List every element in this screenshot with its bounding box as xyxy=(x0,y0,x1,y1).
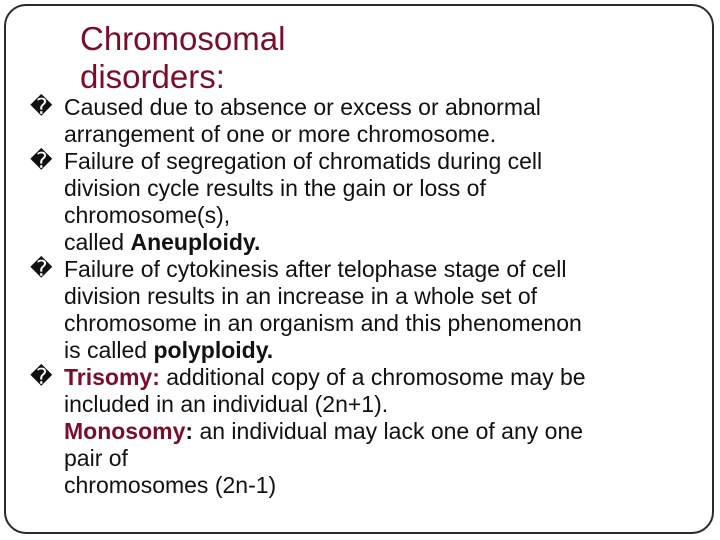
bullet-caused-line-1: Caused due to absence or excess or abnormal xyxy=(64,94,541,120)
bullet-aneuploidy-line-3: chromosome(s), xyxy=(64,202,231,228)
aneuploidy-term: Aneuploidy. xyxy=(130,229,261,255)
slide-title xyxy=(80,20,380,96)
bullet-aneuploidy-line-1: Failure of segregation of chromatids during cell xyxy=(64,148,543,174)
bullet-trisomy-line-3 xyxy=(64,418,670,445)
bullet-aneuploidy-line-2: division cycle results in the gain or loss of xyxy=(64,175,486,201)
monosomy-term: Monosomy xyxy=(64,418,186,444)
bullet-polyploidy xyxy=(30,256,670,364)
trisomy-term: Trisomy: xyxy=(64,364,160,390)
bullet-caused xyxy=(30,94,670,148)
polyploidy-lead-text: is called xyxy=(64,337,154,363)
bullet-trisomy xyxy=(30,364,670,499)
monosomy-colon: : xyxy=(185,418,194,444)
bullet-trisomy-line-4: pair of xyxy=(64,445,128,471)
bullet-icon: � xyxy=(30,95,53,120)
monosomy-desc: an individual may lack one of any one xyxy=(193,418,584,444)
bullet-polyploidy-line-3: chromosome in an organism and this phenomenon xyxy=(64,310,582,336)
trisomy-desc: additional copy of a chromosome may be xyxy=(159,364,586,390)
bullet-polyploidy-line-4 xyxy=(64,337,670,364)
bullet-trisomy-line-1 xyxy=(64,364,670,391)
bullet-polyploidy-line-1: Failure of cytokinesis after telophase stage of cell xyxy=(64,256,567,282)
bullet-icon: � xyxy=(30,149,53,174)
bullet-icon: � xyxy=(30,365,53,390)
bullet-icon: � xyxy=(30,257,53,282)
bullet-caused-line-2: arrangement of one or more chromosome. xyxy=(64,121,497,147)
bullet-polyploidy-line-2: division results in an increase in a whole set of xyxy=(64,283,538,309)
aneuploidy-lead-text: called xyxy=(64,229,131,255)
bullet-trisomy-line-2: included in an individual (2n+1). xyxy=(64,391,389,417)
bullet-aneuploidy xyxy=(30,148,670,256)
title-line-1: Chromosomal xyxy=(80,20,286,57)
slide-body xyxy=(30,94,670,499)
polyploidy-term: polyploidy. xyxy=(153,337,274,363)
bullet-aneuploidy-line-4 xyxy=(64,229,670,256)
title-line-2: disorders: xyxy=(80,58,225,95)
bullet-trisomy-line-5: chromosomes (2n-1) xyxy=(64,472,277,498)
